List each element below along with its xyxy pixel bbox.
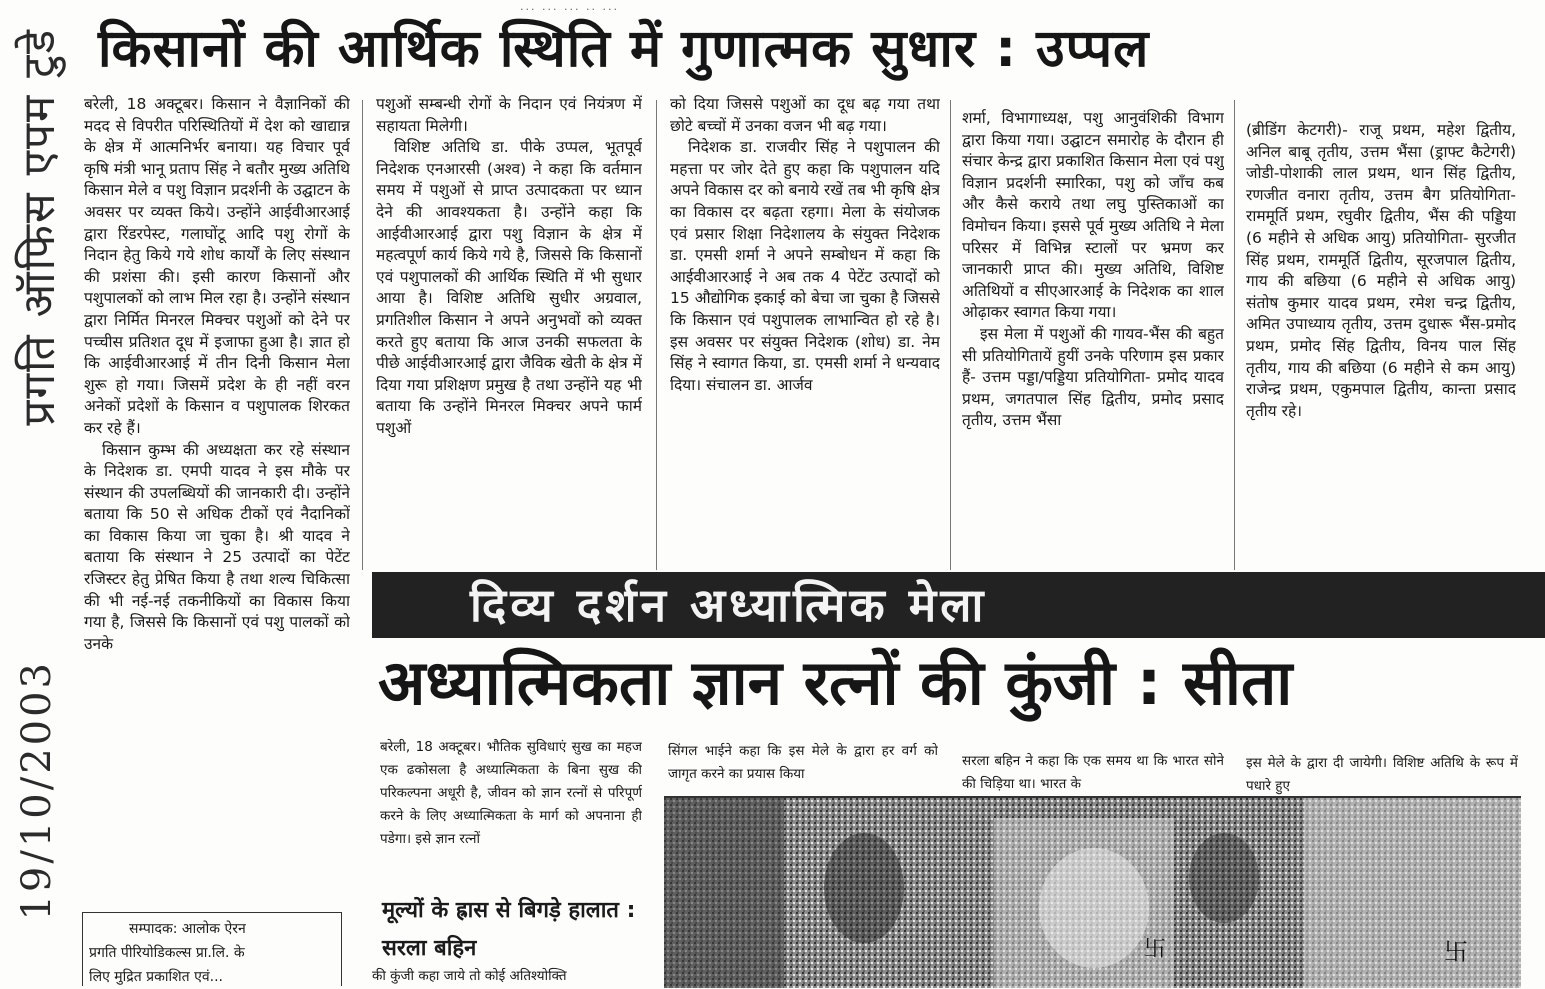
photo-image bbox=[664, 798, 1521, 988]
top-strip: ... ... ... .. ... bbox=[520, 0, 619, 13]
editor-line: प्रगति पीरियोडिकल्स प्रा.लि. के bbox=[89, 945, 245, 961]
paragraph: (ब्रीडिंग केटगरी)- राजू प्रथम, महेश द्वितीय, अनिल बाबू तृतीय, उत्तम भैंसा (ड्राफ्ट कैटेगरी) जोडी-पोशाकी लाल प्रथम, थान सिंह द्वितीय, रणजीत वनारा तृतीय, उत्तम बैग प्रतियोगिता- राममूर्ति प्रथम, रघुवीर द्वितीय, भैंस की पड्डिया (6 महीने से अधिक आयु) प्रतियोगिता- सुरजीत सिंह प्रथम, राममूर्ति द्वितीय, सूरजपाल द्वितीय, गाय की बछिया (6 महीने से अधिक आयु) संतोष कुमार यादव प्रथम, रमेश चन्द्र द्वितीय, अमित उपाध्याय तृतीय, उत्तम दुधारू भैंस-प्रमोद प्रथम, प्रमोद सिंह द्वितीय, विनय पाल सिंह तृतीय, गाय की बछिया (6 महीने से कम आयु) राजेन्द्र प्रथम, एकुमपाल द्वितीय, कान्ता प्रसाद तृतीय रहे। bbox=[1246, 121, 1516, 420]
paragraph: पशुओं सम्बन्धी रोगों के निदान एवं नियंत्रण में सहायता मिलेगी। bbox=[376, 95, 642, 135]
paragraph: बरेली, 18 अक्टूबर। भौतिक सुविधाएं सुख का महज एक ढकोसला है अध्यात्मिकता के बिना सुख की परिकल्पना अधूरी है, जीवन को ज्ञान रत्नों से परिपूर्ण करने के लिए अध्यात्मिकता के मार्ग को अपनाना ही पडेगा। इसे ज्ञान रत्नों bbox=[380, 739, 642, 847]
column-divider bbox=[950, 100, 951, 570]
handwritten-side-note: प्रगति ऑफिस एपम टुडे bbox=[14, 28, 65, 426]
paragraph: विशिष्ट अतिथि डा. पीके उप्पल, भूतपूर्व निदेशक एनआरसी (अश्व) ने कहा कि वर्तमान समय में पशुओं से प्राप्त उत्पादकता पर ध्यान देने की आवश्यकता है। उन्होंने कहा कि आईवीआरआई द्वारा पशु विज्ञान के क्षेत्र में महत्वपूर्ण कार्य किये गये है, जिससे कि किसानों एवं पशुपालकों की आर्थिक स्थिति में भी सुधार आया है। विशिष्ट अतिथि सुधीर अग्रवाल, प्रगतिशील किसान ने अपने अनुभवों को व्यक्त करते हुए बताया कि आज उनकी सफलता के पीछे आईवीआरआई द्वारा जैविक खेती के क्षेत्र में दिया गया प्रशिक्षण प्रमुख है तथा उन्होंने यह भी बताया कि उन्होंने मिनरल मिक्चर अपने फार्म पशुओं bbox=[376, 138, 642, 437]
news-photo bbox=[664, 796, 1521, 988]
editor-line: लिए मुद्रित प्रकाशित एवं... bbox=[89, 969, 223, 985]
column-divider bbox=[1234, 100, 1235, 570]
paragraph: सरला बहिन ने कहा कि एक समय था कि भारत सोने की चिड़िया था। भारत के bbox=[962, 753, 1224, 792]
subhead-continuation: की कुंजी कहा जाये तो कोई अतिश्योक्ति bbox=[372, 968, 567, 984]
article-column-4 bbox=[962, 108, 1224, 572]
handwritten-annotation bbox=[4, 20, 82, 980]
second-headline: अध्यात्मिकता ज्ञान रत्नों की कुंजी : सीता bbox=[378, 646, 1293, 719]
article-column-5 bbox=[1246, 120, 1516, 588]
paragraph: इस मेला में पशुओं की गायव-भैंस की बहुत सी प्रतियोगितायें हुयीं उनके परिणाम इस प्रकार हैं- उत्तम पड्डा/पड्डिया प्रतियोगिता- प्रमोद यादव प्रथम, जगतपाल सिंह द्वितीय, प्रमोद प्रसाद तृतीय, उत्तम भैंसा bbox=[962, 324, 1224, 430]
paragraph: को दिया जिससे पशुओं का दूध बढ़ गया तथा छोटे बच्चों में उनका वजन भी बढ़ गया। bbox=[670, 95, 940, 135]
paragraph: बरेली, 18 अक्टूबर। किसान ने वैज्ञानिकों की मदद से विपरीत परिस्थितियों में देश को खाद्यान्न के क्षेत्र में आत्मनिर्भर बनाया। यह विचार पूर्व कृषि मंत्री भानू प्रताप सिंह ने बतौर मुख्य अतिथि किसान मेले व पशु विज्ञान प्रदर्शनी के उद्घाटन के अवसर पर व्यक्त किये। उन्होंने आईवीआरआई द्वारा रिंडरपेस्ट, गलाघोंटू आदि पशु रोगों के निदान हेतु किये गये शोध कार्यों के लिए संस्थान की प्रशंसा की। इसी कारण किसानों और पशुपालकों को लाभ मिल रहा है। उन्होंने संस्थान द्वारा निर्मित मिनरल मिक्चर पशुओं को देने पर पच्चीस प्रतिशत दूध में इजाफा हुआ है। ज्ञात हो कि आईवीआरआई में तीन दिनी किसान मेला शुरू हो गया। जिसमें प्रदेश के ही नहीं वरन अनेकों प्रदेशों के किसान व पशुपालक शिरकत कर रहे हैं। bbox=[84, 95, 350, 437]
sub-headline: मूल्यों के ह्रास से बिगड़े हालात : सरला बहिन bbox=[382, 898, 636, 961]
editor-label: सम्पादक: आलोक ऐरन bbox=[129, 921, 246, 937]
column-divider bbox=[656, 100, 657, 570]
paragraph: सिंगल भाईने कहा कि इस मेले के द्वारा हर वर्ग को जागृत करने का प्रयास किया bbox=[668, 743, 938, 782]
lower-column-4 bbox=[1246, 752, 1518, 798]
handwritten-date: 19/10/2003 bbox=[14, 660, 60, 921]
lower-column-1 bbox=[380, 736, 642, 886]
article-column-1 bbox=[84, 94, 350, 912]
article-column-2 bbox=[376, 94, 642, 566]
article-column-3 bbox=[670, 94, 940, 566]
column-divider bbox=[362, 100, 363, 570]
section-banner-title: दिव्य दर्शन अध्यात्मिक मेला bbox=[470, 578, 988, 632]
paragraph: निदेशक डा. राजवीर सिंह ने पशुपालन की महत्ता पर जोर देते हुए कहा कि पशुपालन यदि अपने विकास दर को बनाये रखें तब भी कृषि क्षेत्र का विकास दर बढ़ता रहगा। मेला के संयोजक एवं प्रसार शिक्षा निदेशालय के संयुक्त निदेशक डा. एमसी शर्मा ने अपने सम्बोधन में कहा कि आईवीआरआई ने अब तक 4 पेटेंट उत्पादों को 15 औद्योगिक इकाई को बेचा जा चुका है जिससे कि किसान एवं पशुपालक लाभान्वित हो रहे है। इस अवसर पर संयुक्त निदेशक (शोध) डा. नेम सिंह ने स्वागत किया, डा. एमसी शर्मा ने धन्यवाद दिया। संचालन डा. आर्जव bbox=[670, 138, 940, 394]
main-headline: किसानों की आर्थिक स्थिति में गुणात्मक सुधार : उप्पल bbox=[98, 19, 1150, 79]
paragraph: शर्मा, विभागाध्यक्ष, पशु आनुवंशिकी विभाग द्वारा किया गया। उद्घाटन समारोह के दौरान ही संचार केन्द्र द्वारा प्रकाशित किसान मेला एवं पशु विज्ञान प्रदर्शनी स्मारिका, पशु को जाँच कब और कैसे कराये तथा लघु पुस्तिकाओं का विमोचन किया। इससे पूर्व मुख्य अतिथि ने मेला परिसर में विभिन्न स्टालों पर भ्रमण कर जानकारी प्राप्त की। मुख्य अतिथि, विशिष्ट अतिथियों व सीएआरआई के निदेशक का शाल ओढ़ाकर स्वागत किया गया। bbox=[962, 109, 1224, 322]
svg-text:卐: 卐 bbox=[1444, 938, 1468, 966]
lower-column-3 bbox=[962, 750, 1224, 796]
paragraph: इस मेले के द्वारा दी जायेगी। विशिष्ट अतिथि के रूप में पधारे हुए bbox=[1246, 755, 1518, 794]
paragraph: किसान कुम्भ की अध्यक्षता कर रहे संस्थान के निदेशक डा. एमपी यादव ने इस मौके पर संस्थान की उपलब्धियों की जानकारी दी। उन्होंने बताया कि 50 से अधिक टीकों एवं नैदानिकों का विकास किया जा चुका है। श्री यादव ने बताया कि संस्थान ने 25 उत्पादों का पेटेंट रजिस्टर हेतु प्रेषित किया है तथा शल्य चिकित्सा की भी नई-नई तकनीकियों का विकास किया गया है, जिससे कि किसानों एवं पशु पालकों को उनके bbox=[84, 440, 350, 653]
svg-text:卐: 卐 bbox=[1144, 937, 1167, 962]
lower-column-2 bbox=[668, 740, 938, 792]
editor-box bbox=[82, 912, 342, 986]
